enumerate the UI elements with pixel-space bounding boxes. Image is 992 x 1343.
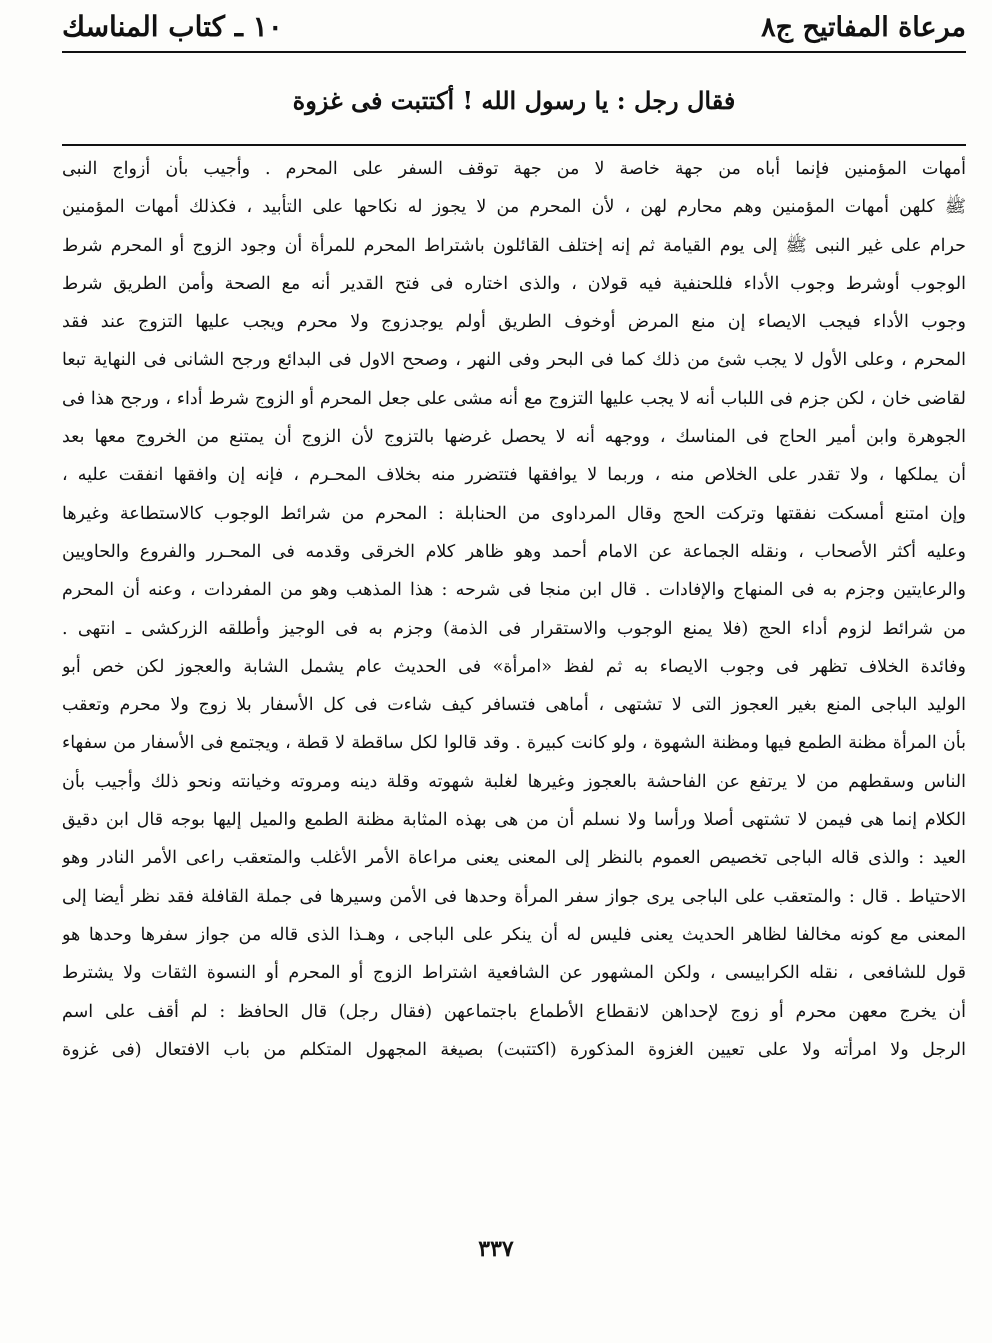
text-line: وجوب الأداء فيجب الايصاء إن منع المرض أوخوف الطريق أولم يوجدزوج ولا محرم ويجب عليها التزوج عند فقد xyxy=(62,312,966,333)
text-line: وفائدة الخلاف تظهر فى وجوب الايصاء به ثم لفظ «امرأة» فى الحديث عام يشمل الشابة والعجوز لكن خص أبو xyxy=(62,656,966,677)
text-line: الوليد الباجى المنع بغير العجوز التى لا تشتهى ، أماهى فتسافر كيف شاءت فى كل الأسفار بلا زوج ولا محرم وتعقب xyxy=(62,695,966,716)
text-line: بأن المرأة مظنة الطمع فيها ومظنة الشهوة ، ولو كانت كبيرة . وقد قالوا لكل ساقطة لا قطة ، ويجتمع فى الأسفار من سفهاء xyxy=(62,733,966,754)
text-line: لقاضى خان ، لكن جزم فى اللباب أنه لا يجب عليها التزوج مع أنه مشى على جعل المحرم أو الزوج شرط أداء ، ورجح هذا فى xyxy=(62,388,966,409)
text-line: العيد : والذى قاله الباجى تخصيص العموم بالنظر إلى المعنى يعنى مراعاة الأمر الأغلب والمتعقب راعى الأمر النادر وهو xyxy=(62,848,966,869)
text-line: وإن امتنع أمسكت نفقتها وتركت الحج وقال المرداوى من الحنابلة : المحرم من شرائط الوجوب كالاستطاعة وغيرها xyxy=(62,503,966,524)
text-line: الكلام إنما هى فيمن لا تشتهى أصلا ورأسا ولا نسلم أن من هى بهذه المثابة مظنة الطمع والميل إليها بوجه قال ابن دقيق xyxy=(62,810,966,831)
header-book-title: مرعاة المفاتيح ج٨ xyxy=(761,12,966,43)
text-line: حرام على غير النبى ﷺ إلى يوم القيامة ثم إنه إختلف القائلون باشتراط المحرم للمرأة أن وجود الزوج أو المحرم شرط xyxy=(62,235,966,256)
header-chapter-title: ١٠ ـ كتاب المناسك xyxy=(62,10,283,43)
text-line: المحرم ، وعلى الأول لا يجب شئ من ذلك كما فى البحر وفى النهر ، وصحح الاول فى البدائع ورجح الشانى فى النهاية تبعا xyxy=(62,350,966,371)
running-header xyxy=(62,4,966,48)
text-line: وعليه أكثر الأصحاب ، ونقله الجماعة عن الامام أحمد وهو ظاهر كلام الخرقى وقدمه فى المحـرر والفروع والحاويين xyxy=(62,541,966,562)
section-heading: فقال رجل : يا رسول الله ! أكتتبت فى غزوة xyxy=(292,86,736,115)
header-rule xyxy=(62,51,966,53)
text-line: أن يخرج معهن محرم أو زوج لإحداهن لانقطاع الأطماع باجتماعهن (فقال رجل) قال الحافظ : لم أقف على اسم xyxy=(62,1001,966,1022)
text-line: الجوهرة وابن أمير الحاج فى المناسك ، ووجهه أنه لا يحصل غرضها بالتزوج لأن الزوج أن يمتنع من الخروج معها بعد xyxy=(62,427,966,448)
heading-rule xyxy=(62,144,966,146)
text-line: الوجوب أوشرط وجوب الأداء فللحنفية فيه قولان ، والذى اختاره فى فتح القدير أنه مع الصحة وأمن الطريق شرط xyxy=(62,273,966,294)
page-number: ٣٣٧ xyxy=(478,1236,514,1262)
text-line: قول للشافعى ، نقله الكرابيسى ، ولكن المشهور عن الشافعية اشتراط الزوج أو المحرم أو النسوة الثقات ولا يشترط xyxy=(62,963,966,984)
text-line: ﷺ كلهن أمهات المؤمنين وهم محارم لهن ، لأن المحرم من لا يجوز له نكاحها على التأبيد ، فكذلك أمهات المؤمنين xyxy=(62,197,966,218)
text-line: من شرائط لزوم أداء الحج (فلا يمنع الوجوب والاستقرار فى الذمة) وجزم به فى الوجيز وأطلقه الزركشى ـ انتهى . xyxy=(62,618,966,639)
text-line: الاحتياط . قال : والمتعقب على الباجى يرى جواز سفر المرأة وحدها فى الأمن وسيرها فى جملة القافلة فقد نظر أيضا إلى xyxy=(62,886,966,907)
text-line: أمهات المؤمنين فإنما أباه من جهة خاصة لا من جهة توقف السفر على المحرم . وأجيب بأن أزواج النبى xyxy=(62,159,966,179)
text-line: الرجل ولا امرأته ولا على تعيين الغزوة المذكورة (اكتتبت) بصيغة المجهول المتكلم من باب الافتعال (فى غزوة xyxy=(62,1039,966,1060)
text-line: أن يملكها ، ولا تقدر على الخلاص منه ، وربما لا يوافقها فتتضرر منه بخلاف المحـرم ، فإنه إن وافقها انفقت عليه ، xyxy=(62,465,966,486)
text-line: الناس وسقطهم من لا يرتفع عن الفاحشة بالعجوز وغيرها لغلبة شهوته وقلة دينه ومروته وخيانته ونحو ذلك وأجيب بأن xyxy=(62,771,966,792)
commentary-text xyxy=(62,150,966,1069)
text-line: والرعايتين وجزم به فى المنهاج والإفادات . قال ابن منجا فى شرحه : هذا المذهب وهو من المفردات ، وعنه أن المحرم xyxy=(62,580,966,601)
text-line: المعنى مع كونه مخالفا لظاهر الحديث يعنى فليس له أن ينكر على الباجى ، وهـذا الذى قاله من جواز سفرها وحدها هو xyxy=(62,924,966,945)
